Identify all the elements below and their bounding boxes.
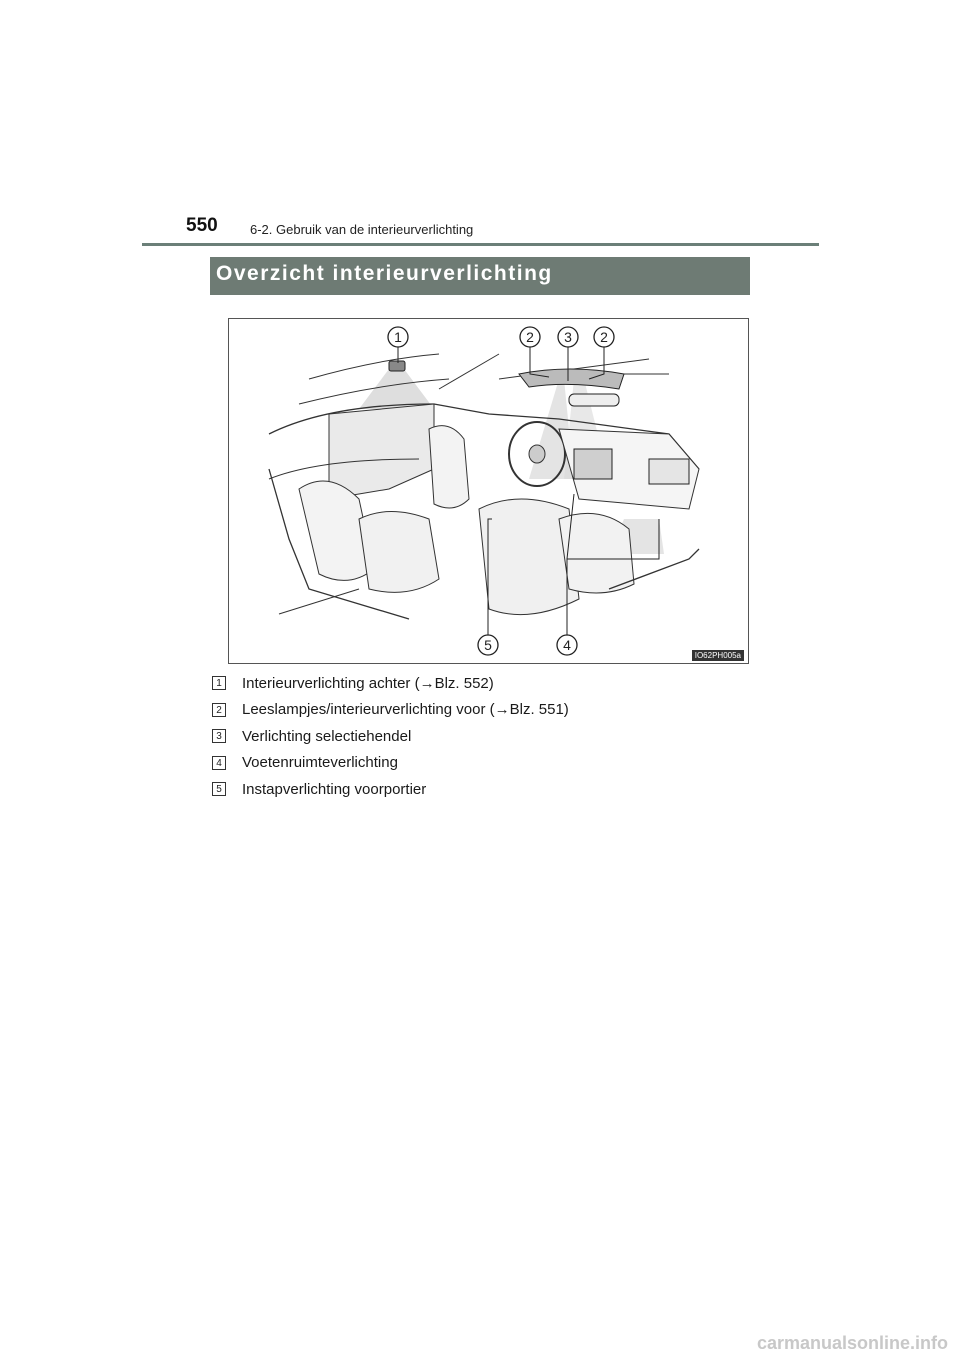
- callout-4-text: 4: [563, 637, 571, 653]
- list-item: [212, 776, 772, 802]
- section-title: 6-2. Gebruik van de interieurverlichting: [250, 222, 474, 237]
- legend-text: Interieurverlichting achter (→Blz. 552): [242, 674, 494, 692]
- legend-badge: 2: [212, 703, 226, 717]
- callout-1-text: 1: [394, 329, 402, 345]
- legend-badge: 5: [212, 782, 226, 796]
- legend-text: Voetenruimteverlichting: [242, 754, 398, 771]
- legend-text: Verlichting selectiehendel: [242, 727, 412, 745]
- list-item: [212, 670, 772, 696]
- header-rule: [142, 243, 819, 246]
- watermark: carmanualsonline.info: [756, 1333, 948, 1353]
- legend-badge: 3: [212, 729, 226, 743]
- rear-lamp-shape: [389, 361, 405, 371]
- legend-list: [212, 670, 772, 803]
- callout-2b-text: 2: [600, 329, 608, 345]
- callout-2a-text: 2: [526, 329, 534, 345]
- legend-badge: 4: [212, 756, 226, 770]
- figure-code: IO62PH005a: [692, 650, 744, 661]
- list-item: [212, 723, 772, 749]
- list-item: [212, 697, 772, 723]
- callout-5-text: 5: [484, 637, 492, 653]
- car-interior-illustration: [229, 319, 748, 663]
- callout-3-text: 3: [564, 329, 572, 345]
- page-number: 550: [186, 215, 218, 236]
- interior-lights-figure: [228, 318, 749, 664]
- page-heading: Overzicht interieurverlichting: [216, 262, 553, 285]
- legend-text: Instapverlichting voorportier: [242, 780, 427, 798]
- list-item: [212, 750, 772, 776]
- legend-text: Leeslampjes/interieurverlichting voor (→Blz. 551): [242, 701, 569, 718]
- legend-badge: 1: [212, 676, 226, 690]
